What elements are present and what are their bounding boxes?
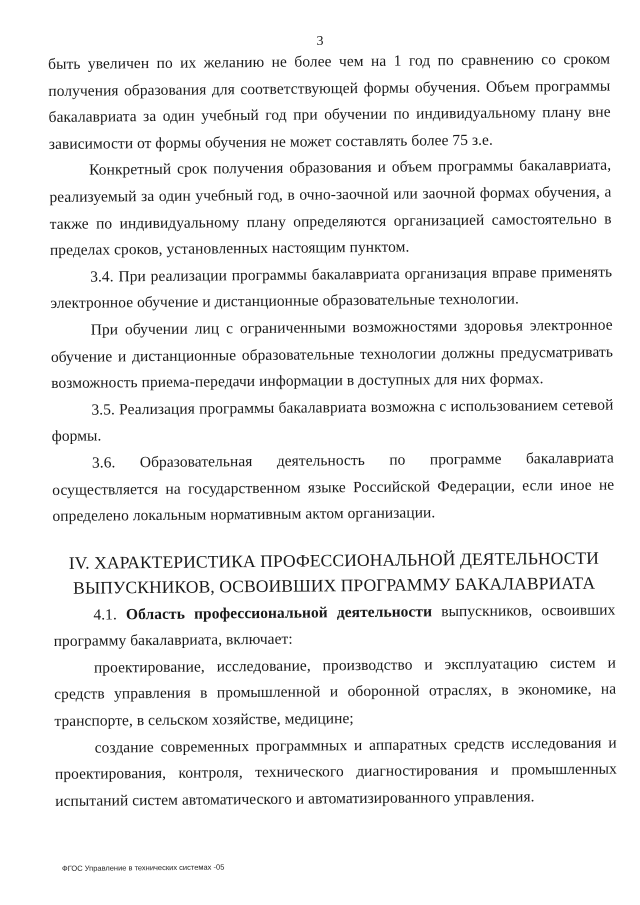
paragraph-3-5: 3.5. Реализация программы бакалавриата возможна с использованием сетевой формы. xyxy=(51,396,614,446)
paragraph-disabilities: При обучении лиц с ограниченными возможностями здоровья электронное обучение и дистанционные образовательные технологии должны предусматривать возможность приема-передачи информации в доступных для них формах. xyxy=(50,316,613,393)
paragraph-design-research: проектирование, исследование, производство и эксплуатацию систем и средств управления в промышленной и оборонной отраслях, в экономике, на транспорте, в сельском хозяйстве, медицине; xyxy=(54,654,617,731)
paragraph-specific-term: Конкретный срок получения образования и объем программы бакалавриата, реализуемый за один учебный год, в очно-заочной или заочной формах обучения, а также по индивидуальному плану определяются организацией самостоятельно в пределах сроков, установленных настоящим пунктом. xyxy=(49,156,612,260)
paragraph-term-continuation: быть увеличен по их желанию не более чем на 1 год по сравнению со сроком получения образования для соответствующей формы обучения. Объем программы бакалавриата за один учебный год при обучении по индивидуальному плану вне зависимости от формы обучения не может составлять более 75 з.е. xyxy=(48,50,611,153)
paragraph-3-4: 3.4. При реализации программы бакалавриата организация вправе применять электронное обучение и дистанционные образовательные технологии. xyxy=(50,263,613,313)
document-body xyxy=(48,47,617,816)
paragraph-creation: создание современных программных и аппаратных средств исследования и проектирования, контроля, технического диагностирования и промышленных испытаний систем автоматического и автоматизированного управления. xyxy=(54,734,617,810)
section-heading-line-2: ВЫПУСКНИКОВ, ОСВОИВШИХ ПРОГРАММУ БАКАЛАВРИАТА xyxy=(73,572,596,598)
section-heading xyxy=(53,545,615,600)
item-number: 4.1. xyxy=(93,606,117,624)
item-rest: выпускников, освоивших программу бакалавриата, включает: xyxy=(53,601,616,651)
page-number: 3 xyxy=(316,34,324,49)
footer-text: ФГОС Управление в технических системах -05 xyxy=(62,862,225,873)
section-heading-line-1: IV. ХАРАКТЕРИСТИКА ПРОФЕССИОНАЛЬНОЙ ДЕЯТЕЛЬНОСТИ xyxy=(68,547,600,573)
paragraph-4-1 xyxy=(53,597,615,656)
item-bold-label: Область профессиональной деятельности xyxy=(125,603,433,623)
paragraph-3-6: 3.6. Образовательная деятельность по программе бакалавриата осуществляется на государственном языке Российской Федерации, если иное не определено локальным нормативным актом организации. xyxy=(52,449,615,526)
